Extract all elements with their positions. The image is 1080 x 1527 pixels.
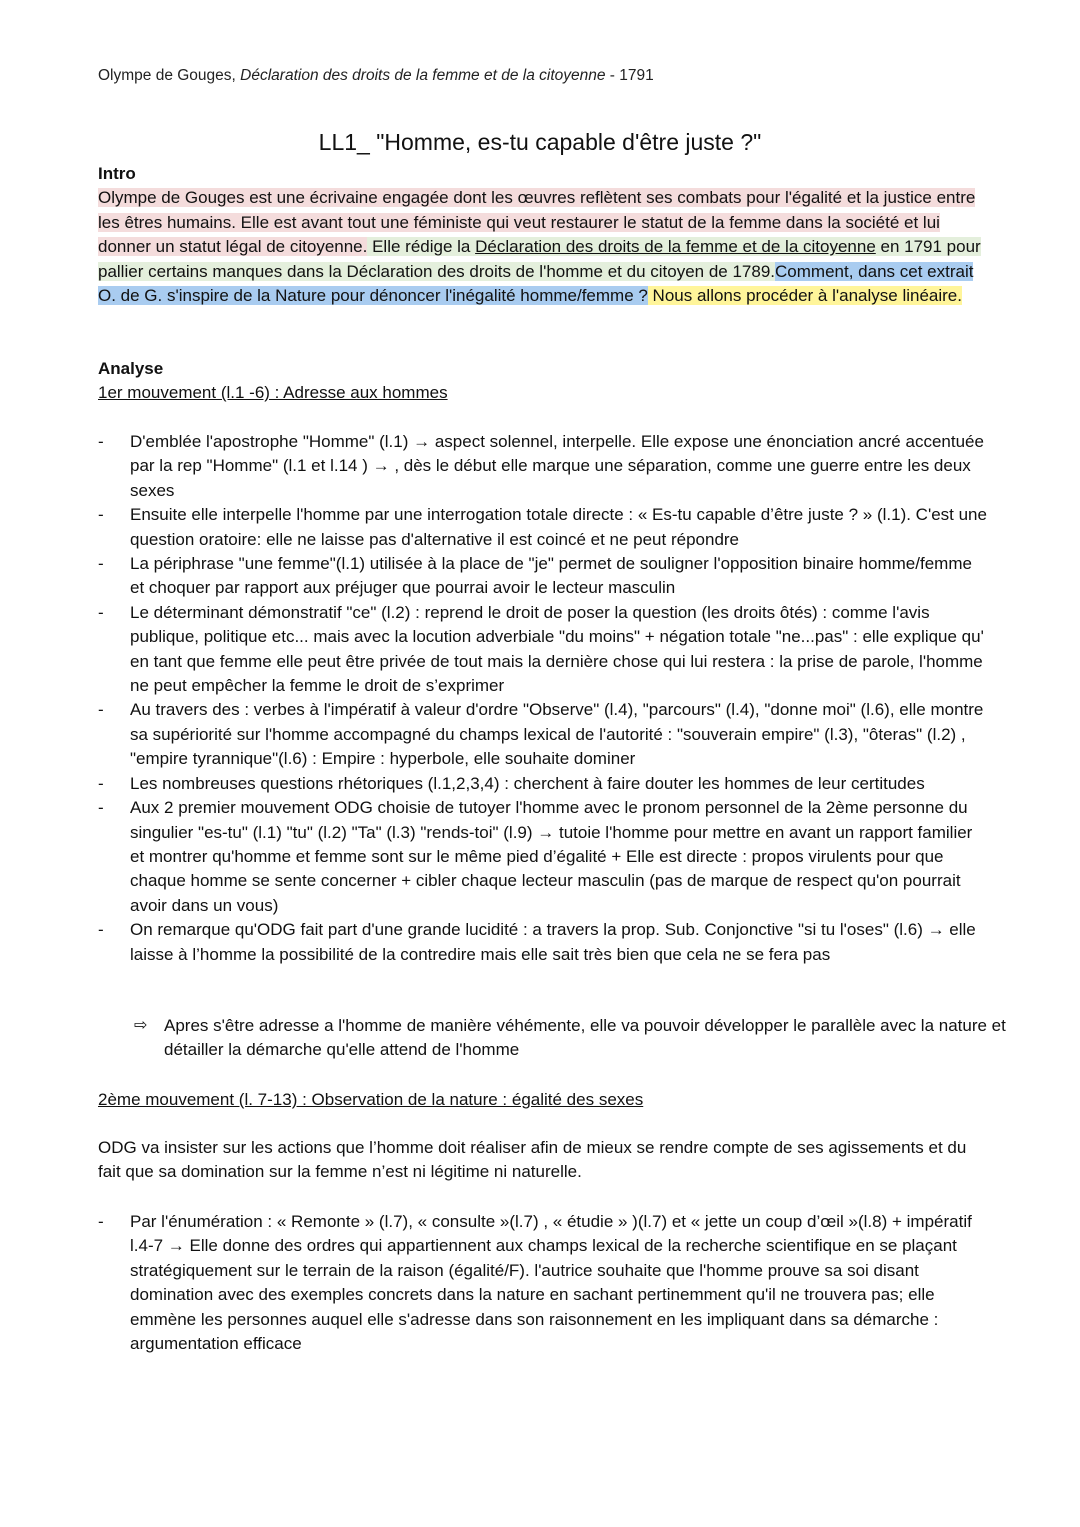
intro-paragraph: [98, 186, 988, 308]
intro-problematic: Comment, dans cet extrait O. de G. s'inspire de la Nature pour dénoncer l'inégalité homme/femme ?: [98, 261, 974, 306]
page-title: LL1_ "Homme, es-tu capable d'être juste ?": [318, 129, 762, 155]
list-item: - D'emblée l'apostrophe "Homme" (l.1) → aspect solennel, interpelle. Elle expose une énonciation ancré accentuée par la rep "Homme" (l.1 et l.14 ) → , dès le début elle marque une séparation, comme une guerre entre les deux sexes: [98, 430, 988, 503]
header-author: Olympe de Gouges,: [98, 67, 241, 84]
intro-section: [98, 162, 988, 308]
intro-highlight-pink: Olympe de Gouges est une écrivaine engagée dont les œuvres reflètent ses combats pour l'égalité et la justice entre les êtres humains. Elle est avant tout une féministe qui veut restaurer le statut de la femme dans la société et lui donner un statut légal de citoyenne.: [98, 188, 976, 257]
header-work-title: Déclaration des droits de la femme et de la citoyenne: [240, 67, 606, 84]
mvt1-conclusion-text: Apres s'être adresse a l'homme de manière véhémente, elle va pouvoir développer le parallèle avec la nature et détailler la démarche qu'elle attend de l'homme: [164, 1016, 1006, 1060]
mvt1-heading: 1er mouvement (l.1 -6) : Adresse aux hommes: [98, 383, 448, 403]
mvt2-intro: ODG va insister sur les actions que l’homme doit réaliser afin de mieux se rendre compte de ses agissements et du fait que sa domination sur la femme n’est ni légitime ni naturelle.: [98, 1138, 967, 1182]
intro-plan: Nous allons procéder à l'analyse linéaire.: [647, 286, 962, 306]
mvt1-conclusion: [134, 1014, 1014, 1063]
intro-highlight-green-b: en 1791 pour pallier certains manques dans la Déclaration des droits de l'homme et du citoyen de 1789.: [98, 237, 981, 281]
hollow-arrow-icon: ⇨: [134, 1017, 148, 1034]
mvt1-list-block: [98, 430, 988, 967]
mvt2-heading-block: [98, 1088, 988, 1112]
list-item: - Les nombreuses questions rhétoriques (l.1,2,3,4) : cherchent à faire douter les hommes de leur certitudes: [98, 772, 988, 796]
list-item: - Aux 2 premier mouvement ODG choisie de tutoyer l'homme avec le pronom personnel de la 2ème personne du singulier "es-tu" (l.1) "tu" (l.2) "Ta" (l.3) "rends-toi" (l.9) → tutoie l'homme pour mettre en avant un rapport familier et montrer qu'homme et femme sont sur le même pied d’égalité + Elle est directe : propos virulents pour que chaque homme se sente concerner + cibler chaque lecteur masculin (pas de marque de respect qu'on pourrait avoir dans un vous): [98, 796, 988, 918]
intro-work-link: Déclaration des droits de la femme et de la citoyenne: [475, 237, 876, 257]
mvt2-list-block: [98, 1210, 988, 1356]
list-item: - La périphrase "une femme"(l.1) utilisée à la place de "je" permet de souligner l'opposition binaire homme/femme et choquer par rapport aux préjuger que pourrai avoir le lecteur masculin: [98, 552, 988, 601]
intro-highlight-green-a: Elle rédige la: [367, 237, 476, 257]
list-item: - Le déterminant démonstratif "ce" (l.2) : reprend le droit de poser la question (les droits ôtés) : comme l'avis publique, politique etc... mais avec la locution adverbiale "du moins" + négation totale "ne...pas" : elle explique qu' en tant que femme elle peut être privée de tout mais la dernière chose qui lui restera : la prise de parole, l'homme ne peut empêcher la femme le droit de s’exprimer: [98, 601, 988, 699]
mvt1-list: [98, 430, 988, 967]
document-header: [98, 64, 654, 88]
header-year: - 1791: [605, 67, 654, 84]
list-item: - Au travers des : verbes à l'impératif à valeur d'ordre "Observe" (l.4), "parcours" (l.4), "donne moi" (l.6), elle montre sa supériorité sur l'homme accompagné du champs lexical de l'autorité : "souverain empire" (l.3), "ôteras" (l.2) , "empire tyrannique"(l.6) : Empire : hyperbole, elle souhaite dominer: [98, 698, 988, 771]
intro-heading: Intro: [98, 164, 136, 183]
mvt2-list: [98, 1210, 988, 1356]
list-item: - On remarque qu'ODG fait part d'une grande lucidité : a travers la prop. Sub. Conjonctive "si tu l'oses" (l.6) → elle laisse à l’homme la possibilité de la contredire mais elle sait très bien que cela ne se fera pas: [98, 918, 988, 967]
list-item: - Ensuite elle interpelle l'homme par une interrogation totale directe : « Es-tu capable d’être juste ? » (l.1). C'est une question oratoire: elle ne laisse pas d'alternative il est coincé et ne peut répondre: [98, 503, 988, 552]
mvt2-heading: 2ème mouvement (l. 7-13) : Observation de la nature : égalité des sexes: [98, 1090, 644, 1109]
analyse-heading-block: [98, 357, 988, 406]
list-item: - Par l'énumération : « Remonte » (l.7), « consulte »(l.7) , « étudie » )(l.7) et « jette un coup d’œil »(l.8) + impératif l.4-7 → Elle donne des ordres qui appartiennent aux champs lexical de la recherche scientifique en se plaçant stratégiquement sur le terrain de la raison (égalité/F). l'autrice souhaite que l'homme prouve sa soi disant domination avec des exemples concrets dans la nature en sachant pertinemment qu'il ne trouvera pas; elle emmène les personnes auquel elle s'adresse dans son raisonnement en les impliquant dans sa démarche : argumentation efficace: [98, 1210, 988, 1356]
analyse-heading: Analyse: [98, 359, 164, 378]
mvt2-intro-block: [98, 1136, 988, 1185]
